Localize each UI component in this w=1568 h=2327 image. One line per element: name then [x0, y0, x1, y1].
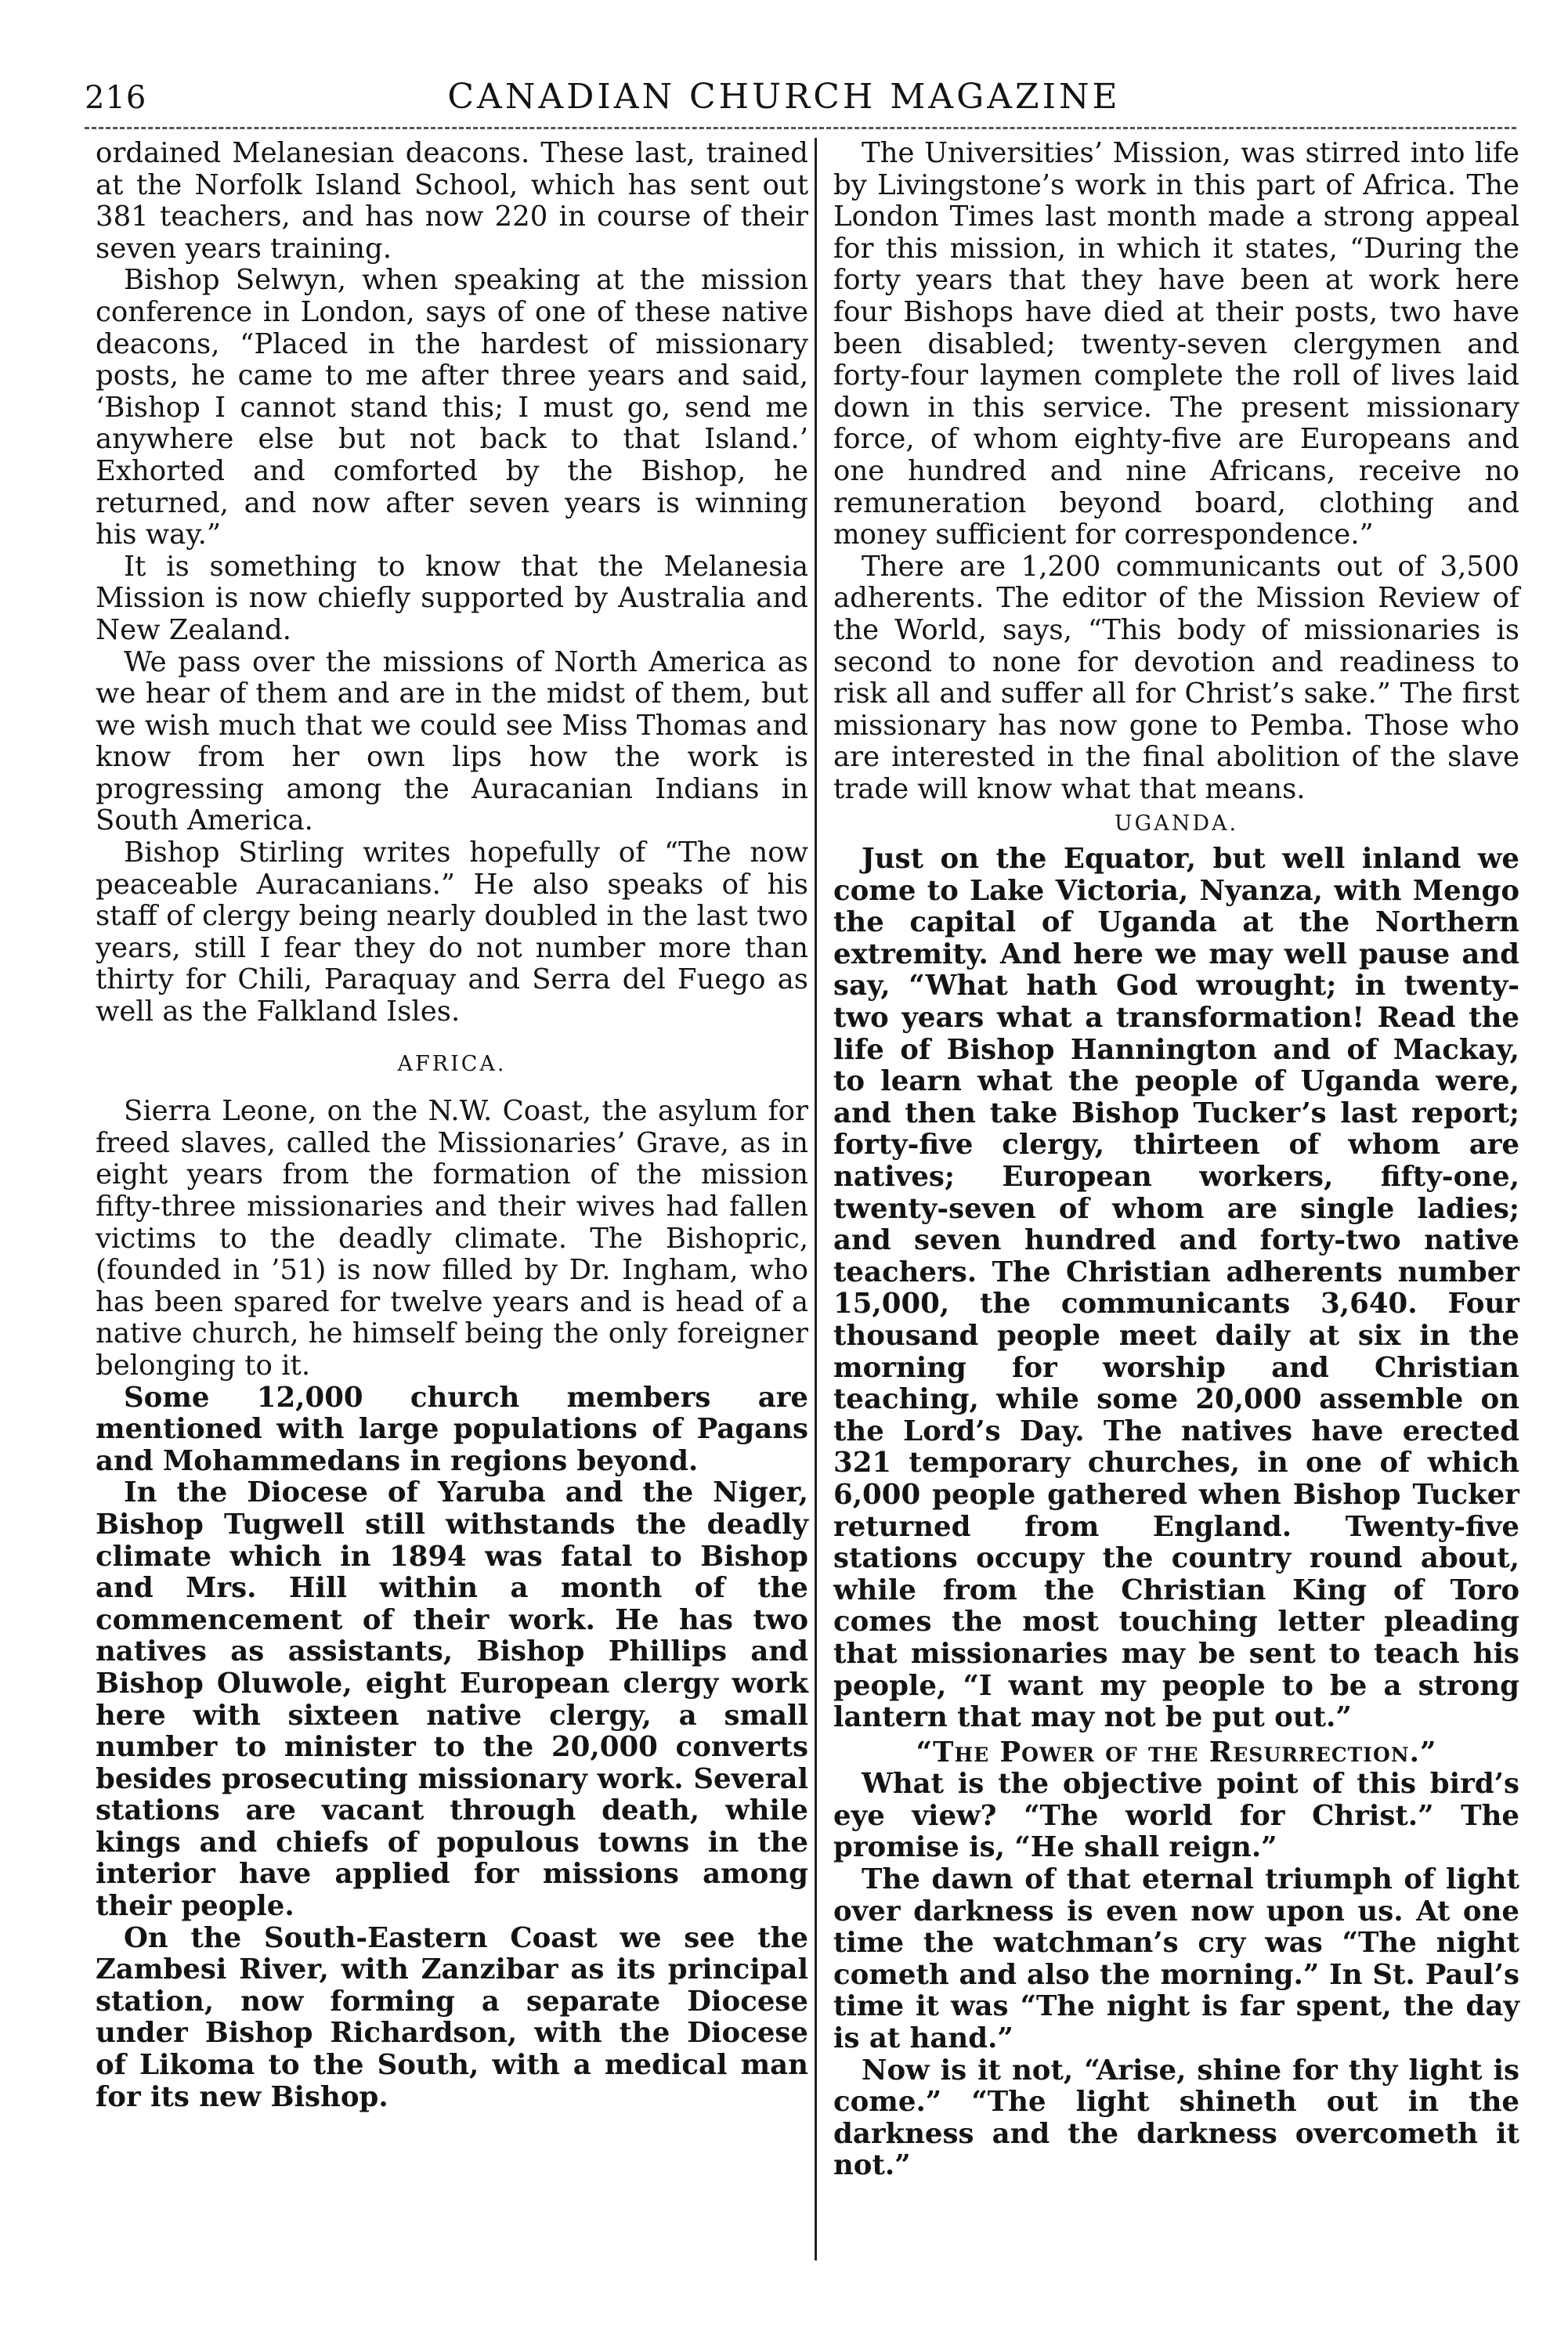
- column-divider: [815, 138, 817, 2260]
- paragraph: We pass over the missions of North America as we hear of them and are in the midst of them, but we wish much that we could see Miss Thomas and know from her own lips how the work is progressing among the Auracanian Indians in South America.: [96, 645, 808, 837]
- paragraph: The dawn of that eternal triumph of light over darkness is even now upon us. At one time the watchman’s cry was “The night cometh and also the morning.” In St. Paul’s time it was “The night is far spent, the day is at hand.”: [833, 1863, 1519, 2055]
- left-column: [96, 138, 808, 2113]
- section-heading-africa: AFRICA.: [397, 1051, 507, 1076]
- right-column: [833, 138, 1519, 2182]
- running-title: CANADIAN CHURCH MAGAZINE: [447, 77, 1121, 117]
- paragraph: There are 1,200 communicants out of 3,500 adherents. The editor of the Mission Review of the World, says, “This body of missionaries is second to none for devotion and readiness to risk all and suffer all for Christ’s sake.” The first missionary has now gone to Pemba. Those who are interested in the final abolition of the slave trade will know what that means.: [833, 550, 1519, 805]
- paragraph: In the Diocese of Yaruba and the Niger, Bishop Tugwell still withstands the deadly climate which in 1894 was fatal to Bishop and Mrs. Hill within a month of the commencement of their work. He has two natives as assistants, Bishop Phillips and Bishop Oluwole, eight European clergy work here with sixteen native clergy, a small number to minister to the 20,000 converts besides prosecuting missionary work. Several stations are vacant through death, while kings and chiefs of populous towns in the interior have applied for missions among their people.: [96, 1476, 808, 1923]
- paragraph: Sierra Leone, on the N.W. Coast, the asylum for freed slaves, called the Missionaries’ Grave, as in eight years from the formation of the mission fifty-three missionaries and their wives had fallen victims to the deadly climate. The Bishopric, (founded in ’51) is now filled by Dr. Ingham, who has been spared for twelve years and is head of a native church, he himself being the only foreigner belonging to it.: [96, 1095, 808, 1382]
- paragraph: Bishop Stirling writes hopefully of “The now peaceable Auracanians.” He also speaks of his staff of clergy being nearly doubled in the last two years, still I fear they do not number more than thirty for Chili, Paraquay and Serra del Fuego as well as the Falkland Isles.: [96, 836, 808, 1028]
- section-heading-uganda: UGANDA.: [1114, 811, 1239, 836]
- paragraph: On the South-Eastern Coast we see the Zambesi River, with Zanzibar as its principal station, now forming a separate Diocese under Bishop Richardson, with the Diocese of Likoma to the South, with a medical man for its new Bishop.: [96, 1921, 808, 2113]
- quote-heading: “The Power of the Resurrection.”: [916, 1736, 1437, 1769]
- paragraph: It is something to know that the Melanesia Mission is now chiefly supported by Australia and New Zealand.: [96, 550, 808, 646]
- header-rule: [85, 127, 1516, 129]
- paragraph: Now is it not, “Arise, shine for thy light is come.” “The light shineth out in the darkness and the darkness overcometh it not.”: [833, 2054, 1519, 2182]
- paragraph: ordained Melanesian deacons. These last, trained at the Norfolk Island School, which has sent out 381 teachers, and has now 220 in course of their seven years training.: [96, 137, 808, 265]
- page-number: 216: [85, 80, 147, 116]
- paragraph: The Universities’ Mission, was stirred into life by Livingstone’s work in this part of Africa. The London Times last month made a strong appeal for this mission, in which it states, “During the forty years that they have been at work here four Bishops have died at their posts, two have been disabled; twenty-seven clergymen and forty-four laymen complete the roll of lives laid down in this service. The present missionary force, of whom eighty-five are Europeans and one hundred and nine Africans, receive no remuneration beyond board, clothing and money sufficient for correspondence.”: [833, 137, 1519, 551]
- paragraph: Some 12,000 church members are mentioned with large populations of Pagans and Mohammedans in regions beyond.: [96, 1381, 808, 1477]
- paragraph: Just on the Equator, but well inland we come to Lake Victoria, Nyanza, with Mengo the capital of Uganda at the Northern extremity. And here we may well pause and say, “What hath God wrought; in twenty-two years what a transformation! Read the life of Bishop Hannington and of Mackay, to learn what the people of Uganda were, and then take Bishop Tucker’s last report; forty-five clergy, thirteen of whom are natives; European workers, fifty-one, twenty-seven of whom are single ladies; and seven hundred and forty-two native teachers. The Christian adherents number 15,000, the communicants 3,640. Four thousand people meet daily at six in the morning for worship and Christian teaching, while some 20,000 assemble on the Lord’s Day. The natives have erected 321 temporary churches, in one of which 6,000 people gathered when Bishop Tucker returned from England. Twenty-five stations occupy the country round about, while from the Christian King of Toro comes the most touching letter pleading that missionaries may be sent to teach his people, “I want my people to be a strong lantern that may not be put out.”: [833, 843, 1519, 1734]
- paragraph: What is the objective point of this bird’s eye view? “The world for Christ.” The promise is, “He shall reign.”: [833, 1768, 1519, 1864]
- paragraph: Bishop Selwyn, when speaking at the mission conference in London, says of one of these native deacons, “Placed in the hardest of missionary posts, he came to me after three years and said, ‘Bishop I cannot stand this; I must go, send me anywhere else but not back to that Island.’ Exhorted and comforted by the Bishop, he returned, and now after seven years is winning his way.”: [96, 264, 808, 551]
